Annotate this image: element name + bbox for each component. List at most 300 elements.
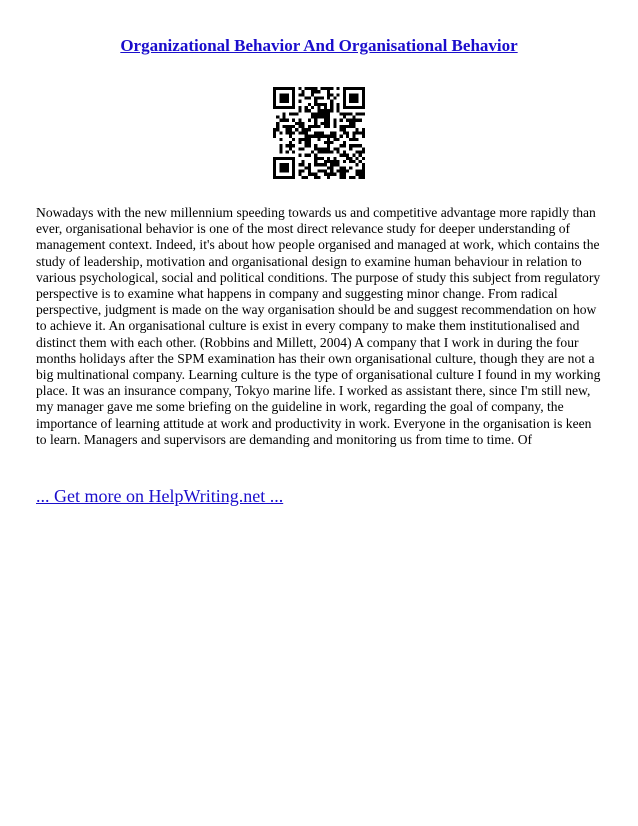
qr-module — [343, 176, 346, 179]
qr-module — [362, 97, 365, 100]
qr-module — [340, 128, 343, 131]
qr-module — [349, 125, 352, 128]
qr-module — [352, 122, 355, 125]
qr-module — [327, 87, 330, 90]
qr-module — [279, 138, 282, 141]
qr-module — [321, 131, 324, 134]
qr-module — [324, 116, 327, 119]
qr-module — [305, 138, 308, 141]
qr-module — [352, 176, 355, 179]
qr-module — [324, 150, 327, 153]
qr-module — [321, 122, 324, 125]
qr-module — [286, 176, 289, 179]
qr-module — [292, 106, 295, 109]
qr-module — [343, 87, 346, 90]
qr-module — [308, 125, 311, 128]
qr-module — [355, 157, 358, 160]
qr-module — [289, 128, 292, 131]
qr-module — [308, 135, 311, 138]
qr-module — [317, 150, 320, 153]
qr-module — [314, 116, 317, 119]
qr-module — [314, 125, 317, 128]
qr-module — [359, 154, 362, 157]
qr-module — [279, 147, 282, 150]
qr-module — [352, 125, 355, 128]
qr-module — [273, 135, 276, 138]
qr-module — [317, 147, 320, 150]
qr-module — [279, 176, 282, 179]
qr-module — [286, 87, 289, 90]
qr-module — [305, 141, 308, 144]
qr-module — [283, 176, 286, 179]
qr-module — [298, 147, 301, 150]
qr-module — [273, 90, 276, 93]
qr-module — [273, 97, 276, 100]
qr-module — [302, 122, 305, 125]
qr-module — [273, 87, 276, 90]
qr-module — [298, 100, 301, 103]
qr-module — [298, 138, 301, 141]
qr-module — [298, 173, 301, 176]
qr-module — [352, 131, 355, 134]
qr-module — [349, 119, 352, 122]
qr-module — [283, 119, 286, 122]
qr-module — [330, 150, 333, 153]
qr-module — [349, 87, 352, 90]
qr-module — [336, 106, 339, 109]
qr-module — [324, 122, 327, 125]
qr-module — [308, 163, 311, 166]
qr-module — [324, 141, 327, 144]
qr-module — [336, 93, 339, 96]
qr-module — [343, 106, 346, 109]
qr-module — [273, 100, 276, 103]
qr-module — [298, 169, 301, 172]
qr-module — [321, 163, 324, 166]
qr-module — [343, 90, 346, 93]
qr-module — [321, 103, 324, 106]
qr-module — [359, 150, 362, 153]
qr-module — [333, 157, 336, 160]
qr-module — [343, 112, 346, 115]
qr-module — [317, 125, 320, 128]
qr-module — [273, 169, 276, 172]
qr-module — [330, 163, 333, 166]
qr-module — [302, 138, 305, 141]
qr-module — [333, 122, 336, 125]
qr-module — [279, 97, 282, 100]
qr-module — [286, 144, 289, 147]
qr-module — [314, 112, 317, 115]
qr-module — [321, 87, 324, 90]
qr-module — [279, 157, 282, 160]
qr-module — [302, 160, 305, 163]
qr-module — [352, 116, 355, 119]
qr-module — [311, 90, 314, 93]
qr-module — [327, 135, 330, 138]
qr-module — [362, 100, 365, 103]
qr-module — [362, 106, 365, 109]
qr-module — [346, 125, 349, 128]
qr-module — [273, 173, 276, 176]
qr-module — [311, 93, 314, 96]
qr-module — [273, 93, 276, 96]
qr-module — [273, 128, 276, 131]
qr-module — [314, 173, 317, 176]
qr-module — [308, 169, 311, 172]
qr-module — [305, 135, 308, 138]
qr-module — [349, 138, 352, 141]
qr-module — [352, 154, 355, 157]
qr-code-icon — [273, 87, 365, 179]
qr-module — [362, 87, 365, 90]
qr-module — [292, 97, 295, 100]
qr-module — [279, 166, 282, 169]
qr-module — [286, 169, 289, 172]
qr-module — [336, 109, 339, 112]
qr-module — [324, 103, 327, 106]
qr-module — [343, 154, 346, 157]
qr-module — [292, 87, 295, 90]
qr-module — [295, 122, 298, 125]
qr-module — [340, 125, 343, 128]
qr-module — [289, 141, 292, 144]
qr-module — [352, 93, 355, 96]
qr-module — [292, 119, 295, 122]
qr-module — [283, 112, 286, 115]
qr-module — [292, 173, 295, 176]
qr-module — [298, 119, 301, 122]
qr-module — [327, 176, 330, 179]
qr-module — [324, 106, 327, 109]
qr-module — [327, 138, 330, 141]
qr-module — [336, 150, 339, 153]
qr-module — [295, 112, 298, 115]
qr-module — [359, 131, 362, 134]
qr-module — [311, 173, 314, 176]
qr-module — [324, 160, 327, 163]
qr-module — [283, 169, 286, 172]
qr-module — [279, 119, 282, 122]
qr-module — [305, 87, 308, 90]
qr-module — [314, 163, 317, 166]
qr-module — [286, 150, 289, 153]
qr-module — [317, 138, 320, 141]
qr-module — [273, 166, 276, 169]
qr-module — [340, 169, 343, 172]
qr-module — [324, 169, 327, 172]
qr-module — [349, 106, 352, 109]
qr-module — [292, 112, 295, 115]
qr-module — [343, 160, 346, 163]
qr-module — [359, 176, 362, 179]
qr-module — [352, 138, 355, 141]
qr-module — [311, 116, 314, 119]
qr-module — [308, 166, 311, 169]
qr-module — [314, 160, 317, 163]
qr-module — [314, 135, 317, 138]
qr-module — [317, 135, 320, 138]
qr-module — [292, 176, 295, 179]
qr-module — [346, 87, 349, 90]
qr-module — [317, 109, 320, 112]
qr-module — [308, 144, 311, 147]
qr-module — [317, 106, 320, 109]
qr-module — [317, 116, 320, 119]
qr-module — [286, 119, 289, 122]
qr-module — [305, 97, 308, 100]
qr-module — [305, 176, 308, 179]
qr-module — [311, 106, 314, 109]
qr-module — [330, 131, 333, 134]
qr-module — [346, 106, 349, 109]
qr-module — [343, 141, 346, 144]
document-title[interactable]: Organizational Behavior And Organisational Behavior — [120, 36, 518, 55]
qr-module — [333, 125, 336, 128]
qr-module — [276, 176, 279, 179]
qr-module — [292, 93, 295, 96]
qr-module — [311, 87, 314, 90]
qr-module — [321, 135, 324, 138]
qr-module — [343, 103, 346, 106]
qr-module — [352, 135, 355, 138]
qr-module — [283, 125, 286, 128]
qr-module — [330, 135, 333, 138]
qr-module — [330, 87, 333, 90]
qr-module — [333, 147, 336, 150]
qr-module — [327, 93, 330, 96]
qr-module — [359, 160, 362, 163]
qr-module — [362, 163, 365, 166]
qr-module — [330, 141, 333, 144]
qr-module — [279, 144, 282, 147]
qr-module — [324, 147, 327, 150]
qr-module — [346, 112, 349, 115]
qr-module — [302, 90, 305, 93]
qr-module — [343, 169, 346, 172]
qr-module — [314, 131, 317, 134]
qr-module — [279, 93, 282, 96]
qr-module — [324, 125, 327, 128]
qr-module — [359, 112, 362, 115]
qr-module — [311, 112, 314, 115]
qr-module — [340, 176, 343, 179]
qr-module — [343, 128, 346, 131]
qr-module — [298, 163, 301, 166]
qr-module — [340, 119, 343, 122]
qr-module — [330, 173, 333, 176]
qr-module — [283, 163, 286, 166]
qr-module — [324, 135, 327, 138]
qr-module — [327, 144, 330, 147]
qr-module — [317, 112, 320, 115]
qr-module — [333, 131, 336, 134]
qr-module — [327, 150, 330, 153]
qr-module — [349, 157, 352, 160]
qr-module — [343, 93, 346, 96]
qr-module — [298, 131, 301, 134]
qr-module — [359, 87, 362, 90]
qr-module — [355, 97, 358, 100]
qr-module — [330, 100, 333, 103]
qr-module — [324, 163, 327, 166]
qr-module — [340, 166, 343, 169]
qr-module — [279, 87, 282, 90]
qr-module — [355, 138, 358, 141]
qr-module — [359, 173, 362, 176]
qr-module — [289, 176, 292, 179]
qr-module — [343, 150, 346, 153]
qr-module — [359, 119, 362, 122]
qr-module — [362, 131, 365, 134]
qr-module — [314, 100, 317, 103]
qr-module — [340, 112, 343, 115]
qr-module — [283, 93, 286, 96]
qr-module — [362, 112, 365, 115]
qr-module — [317, 103, 320, 106]
qr-module — [321, 150, 324, 153]
qr-module — [349, 93, 352, 96]
qr-module — [349, 122, 352, 125]
qr-module — [311, 135, 314, 138]
qr-module — [330, 93, 333, 96]
qr-module — [305, 109, 308, 112]
qr-module — [362, 150, 365, 153]
qr-module — [327, 141, 330, 144]
qr-module — [314, 157, 317, 160]
qr-module — [333, 135, 336, 138]
qr-module — [333, 160, 336, 163]
qr-module — [286, 100, 289, 103]
qr-module — [362, 147, 365, 150]
qr-module — [346, 135, 349, 138]
qr-module — [330, 109, 333, 112]
qr-module — [330, 103, 333, 106]
qr-module — [317, 131, 320, 134]
qr-module — [352, 97, 355, 100]
qr-module — [355, 87, 358, 90]
qr-module — [273, 163, 276, 166]
qr-module — [327, 122, 330, 125]
qr-module — [327, 119, 330, 122]
qr-module — [286, 93, 289, 96]
qr-module — [359, 144, 362, 147]
qr-module — [314, 97, 317, 100]
qr-module — [349, 112, 352, 115]
qr-module — [349, 100, 352, 103]
qr-module — [324, 119, 327, 122]
qr-module — [355, 144, 358, 147]
qr-module — [289, 157, 292, 160]
qr-module — [286, 106, 289, 109]
get-more-link[interactable]: ... Get more on HelpWriting.net ... — [36, 486, 284, 506]
qr-module — [340, 144, 343, 147]
qr-module — [343, 116, 346, 119]
qr-module — [321, 116, 324, 119]
qr-module — [292, 144, 295, 147]
qr-module — [314, 176, 317, 179]
qr-module — [298, 122, 301, 125]
qr-module — [283, 116, 286, 119]
qr-module — [340, 154, 343, 157]
qr-module — [273, 131, 276, 134]
qr-module — [317, 176, 320, 179]
qr-module — [314, 103, 317, 106]
qr-module — [349, 176, 352, 179]
qr-module — [273, 160, 276, 163]
qr-module — [279, 131, 282, 134]
qr-module — [349, 97, 352, 100]
qr-module — [273, 106, 276, 109]
qr-module — [327, 166, 330, 169]
qr-module — [346, 131, 349, 134]
qr-module — [308, 154, 311, 157]
qr-module — [276, 128, 279, 131]
qr-module — [292, 160, 295, 163]
qr-module — [362, 135, 365, 138]
qr-module — [327, 116, 330, 119]
qr-module — [355, 128, 358, 131]
qr-module — [314, 154, 317, 157]
qr-module — [359, 169, 362, 172]
qr-module — [336, 169, 339, 172]
qr-module — [343, 125, 346, 128]
qr-module — [289, 131, 292, 134]
qr-module — [292, 90, 295, 93]
qr-module — [298, 93, 301, 96]
qr-module — [330, 160, 333, 163]
qr-module — [314, 119, 317, 122]
qr-module — [311, 150, 314, 153]
qr-module — [286, 166, 289, 169]
qr-module — [314, 144, 317, 147]
qr-module — [355, 131, 358, 134]
qr-module — [340, 173, 343, 176]
qr-module — [355, 100, 358, 103]
qr-module — [283, 106, 286, 109]
qr-module — [279, 163, 282, 166]
qr-module — [273, 176, 276, 179]
qr-module — [302, 176, 305, 179]
qr-module — [276, 125, 279, 128]
qr-module — [289, 106, 292, 109]
qr-module — [324, 173, 327, 176]
qr-module — [283, 87, 286, 90]
qr-module — [336, 138, 339, 141]
qr-module — [346, 169, 349, 172]
qr-module — [279, 100, 282, 103]
qr-module — [355, 173, 358, 176]
qr-module — [302, 169, 305, 172]
qr-module — [343, 100, 346, 103]
qr-module — [327, 160, 330, 163]
qr-module — [314, 122, 317, 125]
qr-module — [327, 147, 330, 150]
qr-module — [352, 87, 355, 90]
qr-module — [359, 106, 362, 109]
qr-module — [336, 147, 339, 150]
qr-module — [324, 87, 327, 90]
qr-module — [321, 169, 324, 172]
qr-module — [336, 87, 339, 90]
qr-module — [333, 97, 336, 100]
qr-module — [327, 97, 330, 100]
qr-module — [349, 147, 352, 150]
qr-module — [352, 106, 355, 109]
qr-module — [295, 128, 298, 131]
qr-module — [283, 157, 286, 160]
qr-module — [308, 97, 311, 100]
